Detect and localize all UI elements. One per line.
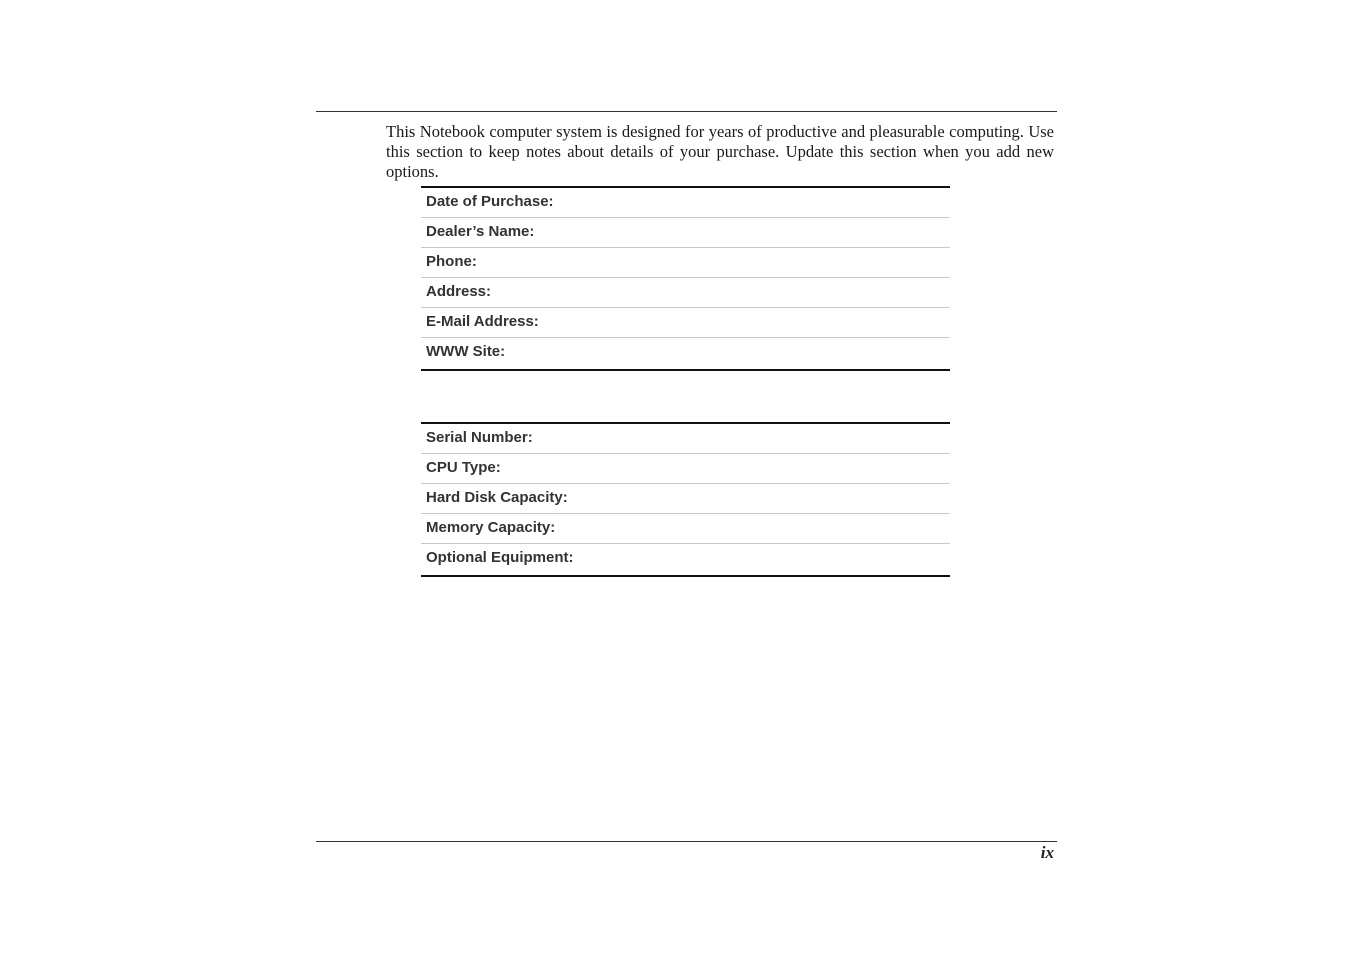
footer-rule [316, 841, 1057, 842]
address-row: Address: [421, 278, 950, 308]
dealer-name-row: Dealer’s Name: [421, 218, 950, 248]
memory-capacity-row: Memory Capacity: [421, 514, 950, 544]
header-rule [316, 111, 1057, 112]
purchase-date-row: Date of Purchase: [421, 188, 950, 218]
system-info-table [421, 422, 950, 577]
page-number: ix [1040, 843, 1054, 862]
phone-row: Phone: [421, 248, 950, 278]
serial-number-row: Serial Number: [421, 424, 950, 454]
cpu-type-row: CPU Type: [421, 454, 950, 484]
purchase-info-table [421, 186, 950, 371]
www-site-row: WWW Site: [426, 343, 506, 360]
hard-disk-capacity-row: Hard Disk Capacity: [421, 484, 950, 514]
optional-equipment-row: Optional Equipment: [426, 549, 574, 566]
email-address-row: E-Mail Address: [421, 308, 950, 338]
intro-paragraph: This Notebook computer system is designed for years of productive and pleasurable computing. Use this section to keep notes about details of your purchase. Update this section when you add new options. [386, 122, 1054, 181]
